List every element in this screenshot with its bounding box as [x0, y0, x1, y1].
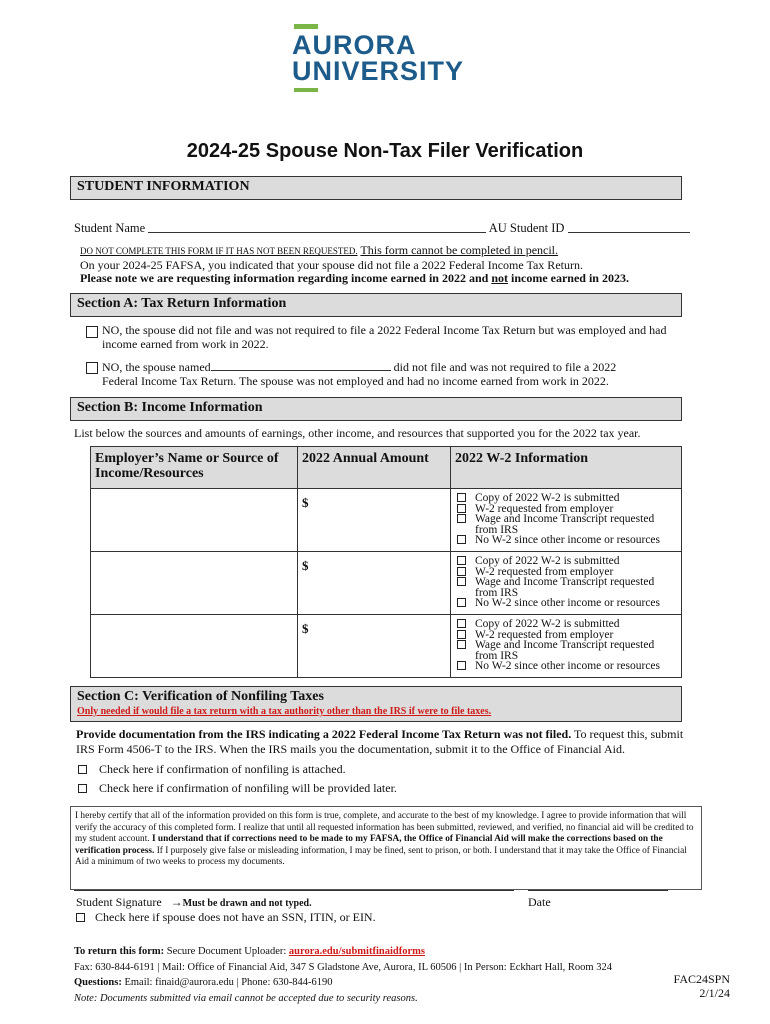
section-c-para-rest: To request this, submit IRS Form 4506-T to the IRS. When the IRS mails you the documentation, submit it to the Office of Financial Aid. [76, 727, 684, 756]
aurora-university-logo [292, 24, 482, 94]
section-c-paragraph [76, 727, 696, 757]
nonfiling-attached-checkbox[interactable] [78, 765, 87, 774]
date-line[interactable] [528, 880, 668, 891]
footer-return-text: Secure Document Uploader: [164, 946, 289, 957]
w2-option[interactable]: No W-2 since other income or resources [457, 598, 677, 609]
source-cell[interactable] [91, 615, 298, 678]
nonfiling-later-option[interactable] [78, 781, 678, 796]
form-code: FAC24SPN [673, 972, 730, 986]
w2-checkbox[interactable] [457, 630, 466, 639]
w2-option[interactable]: Wage and Income Transcript requested from IRS [457, 577, 677, 598]
notice-not: not [491, 271, 508, 285]
notice-do-not-complete: DO NOT COMPLETE THIS FORM IF IT HAS NOT BEEN REQUESTED. [80, 246, 358, 256]
notice-line-3a: Please note we are requesting information regarding income earned in 2022 and [80, 271, 489, 285]
logo-accent-bar [294, 24, 318, 29]
certification-text-bold: I understand that if corrections need to be made to my FAFSA, the Office of Financial Aid will make the corrections based on the verification process. [75, 834, 663, 856]
option2-text-a: NO, the spouse named [102, 360, 211, 374]
w2-checkbox[interactable] [457, 504, 466, 513]
w2-checkbox[interactable] [457, 661, 466, 670]
w2-option[interactable]: Wage and Income Transcript requested from IRS [457, 514, 677, 535]
no-ssn-option[interactable] [76, 910, 576, 925]
nonfiling-later-checkbox[interactable] [78, 784, 87, 793]
section-c-subnote: Only needed if would file a tax return with a tax authority other than the IRS if were to file taxes. [77, 706, 492, 717]
section-a-header: Section A: Tax Return Information [70, 293, 682, 317]
source-cell[interactable] [91, 489, 298, 552]
student-name-field[interactable] [148, 220, 486, 233]
signature-label-row [76, 895, 516, 910]
notice-line-2: On your 2024-25 FAFSA, you indicated that your spouse did not file a 2022 Federal Income Tax Return. [80, 257, 583, 272]
nonfiling-later-label: Check here if confirmation of nonfiling will be provided later. [99, 781, 397, 795]
source-cell[interactable] [91, 552, 298, 615]
w2-cell [451, 615, 682, 678]
form-date: 2/1/24 [699, 986, 730, 1000]
footer-questions-label: Questions: [74, 977, 122, 988]
w2-checkbox[interactable] [457, 598, 466, 607]
section-c-para-bold: Provide documentation from the IRS indicating a 2022 Federal Income Tax Return was not filed. [76, 727, 572, 741]
upload-link[interactable]: aurora.edu/submitfinaidforms [288, 946, 425, 957]
w2-option[interactable]: Copy of 2022 W-2 is submitted [457, 493, 677, 504]
section-b-header: Section B: Income Information [70, 397, 682, 421]
arrow-icon: → [170, 895, 183, 909]
w2-checkbox[interactable] [457, 556, 466, 565]
currency-symbol: $ [302, 621, 309, 636]
certification-box [70, 806, 702, 890]
nonfiling-attached-option[interactable] [78, 762, 678, 777]
signature-line[interactable] [74, 880, 514, 891]
student-notice [80, 244, 700, 286]
w2-option[interactable]: Copy of 2022 W-2 is submitted [457, 619, 677, 630]
amount-cell[interactable] [298, 489, 451, 552]
footer-questions-line [74, 975, 694, 991]
section-b-instructions: List below the sources and amounts of earnings, other income, and resources that supported you for the 2022 tax year. [74, 426, 641, 440]
option2-text-b: did not file and was not required to file a 2022 [393, 360, 617, 374]
income-table [90, 446, 682, 678]
w2-cell [451, 552, 682, 615]
table-row [91, 615, 682, 678]
student-info-header: STUDENT INFORMATION [70, 176, 682, 200]
w2-option[interactable]: Wage and Income Transcript requested from IRS [457, 640, 677, 661]
student-name-row [74, 220, 694, 238]
notice-line-1 [80, 244, 700, 259]
student-id-label: AU Student ID [488, 221, 565, 235]
footer-return-label: To return this form: [74, 946, 165, 957]
w2-checkbox[interactable] [457, 640, 466, 649]
logo-accent-bar-bottom [294, 88, 318, 92]
w2-checkbox[interactable] [457, 567, 466, 576]
nonfiling-attached-label: Check here if confirmation of nonfiling is attached. [99, 762, 346, 776]
logo-line-1: AURORA [292, 30, 417, 60]
w2-option[interactable]: W-2 requested from employer [457, 504, 677, 515]
currency-symbol: $ [302, 495, 309, 510]
w2-checkbox[interactable] [457, 619, 466, 628]
w2-option[interactable]: Copy of 2022 W-2 is submitted [457, 556, 677, 567]
table-row [91, 552, 682, 615]
currency-symbol: $ [302, 558, 309, 573]
certification-text-2: If I purposely give false or misleading information, I may be fined, sent to prison, or both. I understand that it may take the Office of Financial Aid a minimum of two weeks to process my documents. [75, 845, 687, 867]
section-a-option1-checkbox[interactable] [86, 326, 98, 338]
no-ssn-checkbox[interactable] [76, 913, 85, 922]
section-c-title: Section C: Verification of Nonfiling Taxes [77, 689, 324, 704]
w2-option[interactable]: No W-2 since other income or resources [457, 661, 677, 672]
w2-option[interactable]: W-2 requested from employer [457, 630, 677, 641]
footer-return-line [74, 944, 694, 960]
amount-cell[interactable] [298, 615, 451, 678]
no-ssn-label: Check here if spouse does not have an SSN, ITIN, or EIN. [95, 910, 376, 924]
logo-line-2: UNIVERSITY [292, 56, 465, 86]
option2-text-c: Federal Income Tax Return. The spouse was not employed and had no income earned from work in 2022. [102, 374, 609, 388]
w2-checkbox[interactable] [457, 493, 466, 502]
section-a-option1-text: NO, the spouse did not file and was not required to file a 2022 Federal Income Tax Return but was employed and had income earned from work in 2022. [102, 323, 667, 351]
amount-cell[interactable] [298, 552, 451, 615]
col-header-amount: 2022 Annual Amount [298, 447, 451, 489]
w2-option[interactable]: W-2 requested from employer [457, 567, 677, 578]
spouse-name-field[interactable] [211, 359, 391, 371]
w2-checkbox[interactable] [457, 577, 466, 586]
section-c-header [70, 686, 682, 722]
student-id-field[interactable] [568, 220, 690, 233]
notice-line-3b: income earned in 2023. [510, 271, 629, 285]
section-a-option2 [102, 359, 702, 388]
signature-note: Must be drawn and not typed. [182, 898, 312, 909]
signature-label: Student Signature [76, 895, 162, 909]
income-table-header-row [91, 447, 682, 489]
footer-note: Note: Documents submitted via email cannot be accepted due to security reasons. [74, 992, 418, 1004]
w2-option[interactable]: No W-2 since other income or resources [457, 535, 677, 546]
certification-text-1: I hereby certify that all of the information provided on this form is true, complete, and accurate to the best of my knowledge. I agree to provide information that will verify the accuracy of this completed form. I realize that until all requested information has been submitted, reviewed, and verified, no financial aid will be credited to my student account. [75, 811, 694, 844]
student-name-label: Student Name [74, 221, 146, 235]
notice-line-3 [80, 272, 700, 286]
w2-checkbox[interactable] [457, 535, 466, 544]
w2-cell [451, 489, 682, 552]
form-code-block [640, 972, 730, 1000]
col-header-w2: 2022 W-2 Information [451, 447, 682, 489]
section-a-option2-checkbox[interactable] [86, 362, 98, 374]
footer-questions-text: Email: finaid@aurora.edu | Phone: 630-844-6190 [121, 977, 333, 988]
footer [74, 944, 694, 1006]
table-row [91, 489, 682, 552]
date-label: Date [528, 895, 551, 909]
col-header-source: Employer’s Name or Source of Income/Resources [91, 447, 298, 489]
form-title: 2024-25 Spouse Non-Tax Filer Verification [186, 140, 584, 162]
footer-contact-line: Fax: 630-844-6191 | Mail: Office of Financial Aid, 347 S Gladstone Ave, Aurora, IL 60506 | In Person: Eckhart Hall, Room 324 [74, 961, 612, 973]
notice-pencil: This form cannot be completed in pencil. [360, 243, 559, 257]
w2-checkbox[interactable] [457, 514, 466, 523]
